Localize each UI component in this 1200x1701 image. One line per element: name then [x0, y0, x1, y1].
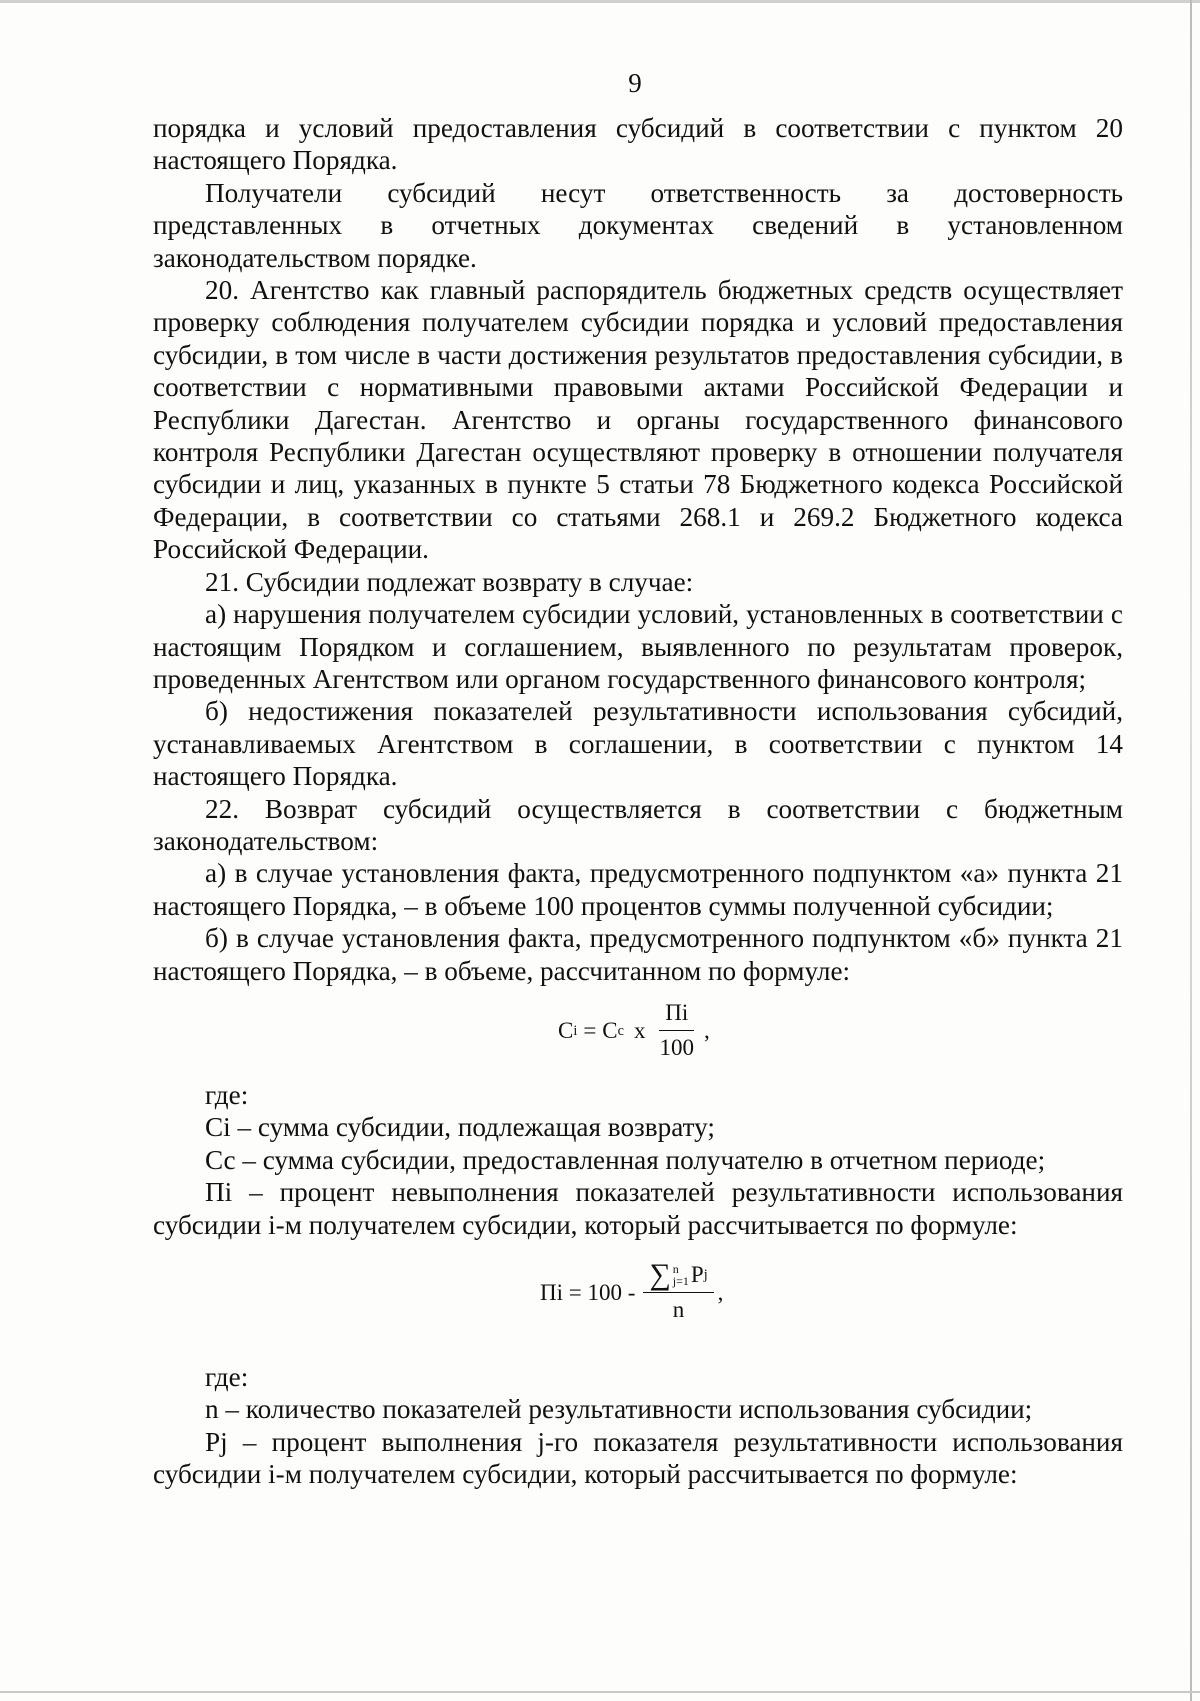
fraction-numerator [643, 1259, 713, 1293]
paragraph: порядка и условий предоставления субсидий в соответствии с пунктом 20 настоящего Порядка. [153, 113, 1123, 176]
definition: Сс – сумма субсидии, предоставленная получателю в отчетном периоде; [205, 1144, 1046, 1175]
formula-nonfulfillment-expression [540, 1259, 723, 1327]
paragraph: Получатели субсидий несут ответственность за достоверность представленных в отчетных документах сведений в установленном законодательством порядке. [153, 177, 1123, 273]
formula-subscript: c [617, 1022, 624, 1039]
formula-refund-expression [558, 997, 710, 1065]
formula-symbol: C [558, 1017, 574, 1043]
formula-punctuation: , [717, 1279, 724, 1305]
subitem-b: б) в случае установления факта, предусмотренного подпунктом «б» пункта 21 настоящего Порядка, – в объеме, рассчитанном по формуле: [153, 923, 1123, 986]
definition: Пi – процент невыполнения показателей результативности использования субсидии i-м получателем субсидии, который рассчитывается по формуле: [153, 1177, 1123, 1240]
subitem-b: б) недостижения показателей результативности использования субсидий, устанавливаемых Агентством в соглашении, в соответствии с пунктом 14 настоящего Порядка. [153, 696, 1123, 792]
formula-nonfulfillment [153, 1241, 1123, 1361]
formula-symbol: C [602, 1017, 618, 1043]
sigma-symbol: ∑ [649, 1258, 671, 1292]
formula-operator: x [633, 1017, 646, 1043]
page-number: 9 [628, 68, 642, 98]
paragraph-item-20: 20. Агентство как главный распорядитель бюджетных средств осуществляет проверку соблюдения получателем субсидии порядка и условий предоставления субсидии, в том числе в части достижения результатов предоставления субсидии, в соответствии с нормативными правовыми актами Российской Федерации и Республики Дагестан. Агентство и органы государственного финансового контроля Республики Дагестан осуществляют проверку в отношении получателя субсидии и лиц, указанных в пункте 5 статьи 78 Бюджетного кодекса Российской Федерации, в соответствии со статьями 268.1 и 269.2 Бюджетного кодекса Российской Федерации. [153, 275, 1123, 565]
formula-fraction [643, 1259, 713, 1327]
sum-lower-limit: j=1 [672, 1274, 689, 1289]
definition: n – количество показателей результативности использования субсидии; [205, 1394, 1033, 1425]
formula-symbol: P [690, 1262, 704, 1287]
formula-operator: = [583, 1017, 597, 1043]
paragraph-item-22: 22. Возврат субсидий осуществляется в соответствии с бюджетным законодательством: [153, 793, 1123, 856]
subitem-a: а) нарушения получателем субсидии условий, установленных в соответствии с настоящим Порядком и соглашением, выявленного по результатам проверок, проведенных Агентством или органом государственного финансового контроля; [153, 599, 1123, 694]
definition: Рj – процент выполнения j-го показателя результативности использования субсидии i-м получателем субсидии, который рассчитывается по формуле: [153, 1426, 1123, 1490]
scan-edge-top [0, 0, 1200, 3]
paragraph: где: [205, 1362, 249, 1392]
paragraph: где: [205, 1079, 249, 1110]
subitem-a: а) в случае установления факта, предусмотренного подпунктом «а» пункта 21 настоящего Порядка, – в объеме 100 процентов суммы полученной субсидии; [153, 858, 1123, 921]
formula-subscript: j [703, 1267, 708, 1283]
document-body [153, 112, 1123, 1491]
scan-edge-bottom [0, 1691, 1200, 1693]
formula-lhs: Пi = 100 - [540, 1279, 636, 1305]
formula-punctuation: , [703, 1017, 710, 1043]
scan-edge-right [1190, 0, 1192, 1701]
fraction-numerator: Пi [659, 997, 694, 1031]
formula-refund [153, 987, 1123, 1079]
fraction-denominator: 100 [659, 1035, 694, 1061]
sum-upper-limit: n [672, 1262, 679, 1277]
formula-fraction [653, 997, 700, 1065]
fraction-denominator: n [672, 1297, 685, 1323]
formula-subscript: i [573, 1022, 578, 1039]
sum-limits [673, 1263, 689, 1287]
definition: Сi – сумма субсидии, подлежащая возврату; [205, 1112, 715, 1143]
paragraph-item-21: 21. Субсидии подлежат возврату в случае: [205, 566, 694, 597]
